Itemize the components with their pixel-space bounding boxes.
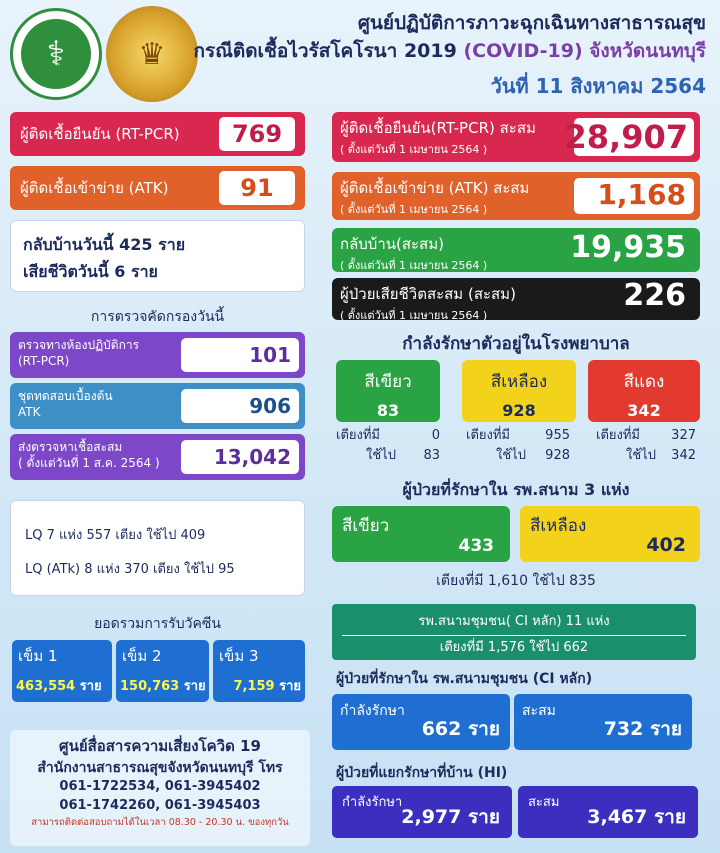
phone-1: 061-1722534, 061-3945402	[59, 779, 261, 795]
dose1-value: 463,554	[16, 679, 76, 694]
header-subtitle: กรณีติดเชื้อไวรัสโคโรนา 2019 (COVID-19) จังหวัดนนทบุรี	[193, 40, 706, 62]
cum-atk-box: ผู้ติดเชื้อเข้าข่าย (ATK) สะสม ( ตั้งแต่วันที่ 1 เมษายน 2564 ) 1,168	[332, 172, 700, 220]
cum-home-box: กลับบ้าน(สะสม) ( ตั้งแต่วันที่ 1 เมษายน 2564 ) 19,935	[332, 228, 700, 272]
cum-atk-value: 1,168	[597, 178, 686, 211]
seal-icon: ♛	[138, 36, 166, 72]
hi-cum-value: 3,467 ราย	[587, 806, 686, 828]
cum-death-value: 226	[623, 278, 686, 313]
field-yellow: สีเหลือง 402	[520, 506, 700, 562]
cum-rtpcr-value: 28,907	[564, 118, 688, 156]
hospital-yellow: สีเหลือง 928	[462, 360, 576, 422]
screening-cum-box: ส่งตรวจหาเชื้อสะสม ( ตั้งแต่วันที่ 1 ส.ค. 2564 ) 13,042	[10, 434, 305, 480]
vaccine-title: ยอดรวมการรับวัคซีน	[94, 616, 221, 632]
vaccine-dose3: เข็ม 3 7,159 ราย	[213, 640, 305, 702]
ministry-logo	[10, 8, 102, 100]
contact-hours: สามารถติดต่อสอบถามได้ในเวลา 08.30 - 20.30 น. ของทุกวัน	[31, 816, 289, 828]
lq-box	[10, 500, 305, 596]
hospital-green-value: 83	[376, 401, 400, 420]
hi-treating: กำลังรักษา 2,977 ราย	[332, 786, 512, 838]
hi-title: ผู้ป่วยที่แยกรักษาที่บ้าน (HI)	[336, 765, 508, 781]
ci-summary-box: รพ.สนามชุมชน( CI หลัก) 11 แห่ง เตียงที่มี 1,576 ใช้ไป 662	[332, 604, 696, 660]
hospital-green: สีเขียว 83	[336, 360, 440, 422]
screening-title: การตรวจคัดกรองวันนี้	[90, 309, 225, 325]
deaths-today: เสียชีวิตวันนี้ 6 ราย	[23, 262, 158, 282]
hi-treating-value: 2,977 ราย	[401, 806, 500, 828]
hospital-yellow-value: 928	[502, 401, 536, 420]
screening-atk-value: 906	[181, 389, 299, 423]
caduceus-icon: ⚕	[21, 19, 91, 89]
cum-home-value: 19,935	[570, 230, 686, 265]
screening-lab-value: 101	[181, 338, 299, 372]
screening-atk-box: ชุดทดสอบเบื้องต้น ATK 906	[10, 383, 305, 429]
screening-cum-value: 13,042	[181, 440, 299, 474]
ci-cum-value: 732 ราย	[603, 718, 682, 740]
today-rtpcr-box	[10, 112, 305, 156]
hi-cum: สะสม 3,467 ราย	[518, 786, 698, 838]
field-yellow-value: 402	[646, 534, 686, 556]
phone-2: 061-1742260, 061-3945403	[59, 797, 261, 813]
discharged-today: กลับบ้านวันนี้ 425 ราย	[23, 235, 186, 254]
field-green-value: 433	[458, 536, 494, 556]
cum-death-box: ผู้ป่วยเสียชีวิตสะสม (สะสม) ( ตั้งแต่วันที่ 1 เมษายน 2564 ) 226	[332, 278, 700, 320]
ci-title: ผู้ป่วยที่รักษาใน รพ.สนามชุมชน (CI หลัก)	[336, 671, 593, 687]
hospital-green-beds: เตียงที่มี 0 ใช้ไป 83	[336, 428, 440, 463]
dose2-value: 150,763	[120, 679, 180, 694]
field-hospital-title: ผู้ป่วยที่รักษาใน รพ.สนาม 3 แห่ง	[402, 480, 630, 499]
hospital-red: สีแดง 342	[588, 360, 700, 422]
screening-lab-box: ตรวจทางห้องปฏิบัติการ (RT-PCR) 101	[10, 332, 305, 378]
hospital-title: กำลังรักษาตัวอยู่ในโรงพยาบาล	[402, 334, 630, 354]
province-seal	[106, 6, 198, 102]
dose3-value: 7,159	[233, 679, 275, 694]
field-green: สีเขียว 433	[332, 506, 510, 562]
lq-line2: LQ (ATk) 8 แห่ง 370 เตียง ใช้ไป 95	[25, 561, 235, 577]
ci-treating: กำลังรักษา 662 ราย	[332, 694, 510, 750]
today-rtpcr-label: ผู้ติดเชื้อยืนยัน (RT-PCR)	[20, 125, 180, 143]
ci-treating-value: 662 ราย	[421, 718, 500, 740]
today-summary	[10, 220, 305, 292]
today-atk-label: ผู้ติดเชื้อเข้าข่าย (ATK)	[20, 179, 169, 197]
header-title: ศูนย์ปฏิบัติการภาวะฉุกเฉินทางสาธารณสุข	[357, 12, 706, 34]
cum-rtpcr-box: ผู้ติดเชื้อยืนยัน(RT-PCR) สะสม ( ตั้งแต่วันที่ 1 เมษายน 2564 ) 28,907	[332, 112, 700, 162]
hospital-red-beds: เตียงที่มี 327 ใช้ไป 342	[596, 428, 696, 463]
vaccine-dose2: เข็ม 2 150,763 ราย	[116, 640, 209, 702]
lq-line1: LQ 7 แห่ง 557 เตียง ใช้ไป 409	[25, 528, 206, 543]
report-date: วันที่ 11 สิงหาคม 2564	[490, 74, 706, 98]
field-beds: เตียงที่มี 1,610 ใช้ไป 835	[436, 573, 596, 589]
today-atk-box	[10, 166, 305, 210]
contact-box: ศูนย์สื่อสารความเสี่ยงโควิด 19 สำนักงานสาธารณสุขจังหวัดนนทบุรี โทร 061-1722534, 061-3945402 061-1742260, 061-3945403 สามารถติดต่อสอบถามได้ในเวลา 08.30 - 20.30 น. ของทุกวัน	[10, 730, 310, 846]
today-atk-value: 91	[219, 171, 295, 205]
hospital-yellow-beds: เตียงที่มี 955 ใช้ไป 928	[466, 428, 570, 463]
hospital-red-value: 342	[627, 401, 661, 420]
today-rtpcr-value: 769	[219, 117, 295, 151]
ci-cum: สะสม 732 ราย	[514, 694, 692, 750]
vaccine-dose1: เข็ม 1 463,554 ราย	[12, 640, 112, 702]
